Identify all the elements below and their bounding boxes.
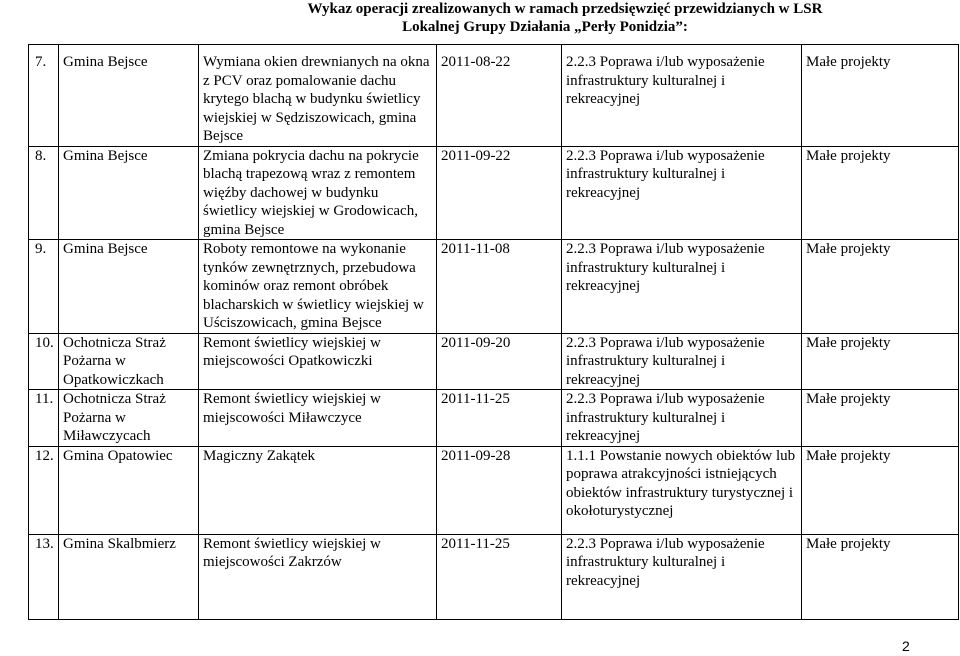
operation-title-cell: Wymiana okien drewnianych na okna z PCV oraz pomalowanie dachu krytego blachą w budynku świetlicy wiejskiej w Sędziszowicach, gmina Bejsce	[199, 45, 437, 147]
measure-cell: 2.2.3 Poprawa i/lub wyposażenie infrastruktury kulturalnej i rekreacyjnej	[562, 146, 802, 240]
operation-title-cell: Magiczny Zakątek	[199, 446, 437, 534]
row-number: 10.	[29, 333, 59, 390]
page-number: 2	[902, 638, 910, 654]
project-type-cell: Małe projekty	[802, 446, 959, 534]
measure-cell: 1.1.1 Powstanie nowych obiektów lub poprawa atrakcyjności istniejących obiektów infrastruktury turystycznej i okołoturystycznej	[562, 446, 802, 534]
operations-table	[28, 44, 959, 620]
table-row	[29, 390, 959, 447]
document-header	[0, 0, 960, 36]
row-number: 7.	[29, 45, 59, 147]
table-row	[29, 446, 959, 534]
operation-title-cell: Roboty remontowe na wykonanie tynków zewnętrznych, przebudowa kominów oraz remont obróbek blacharskich w świetlicy wiejskiej w Uściszowicach, gmina Bejsce	[199, 240, 437, 334]
date-cell: 2011-11-08	[437, 240, 562, 334]
table-row	[29, 146, 959, 240]
measure-cell: 2.2.3 Poprawa i/lub wyposażenie infrastruktury kulturalnej i rekreacyjnej	[562, 240, 802, 334]
date-cell: 2011-11-25	[437, 390, 562, 447]
project-type-cell: Małe projekty	[802, 534, 959, 619]
beneficiary-cell: Gmina Opatowiec	[59, 446, 199, 534]
row-number: 11.	[29, 390, 59, 447]
row-number: 8.	[29, 146, 59, 240]
project-type-cell: Małe projekty	[802, 146, 959, 240]
row-number: 13.	[29, 534, 59, 619]
operation-title-cell: Remont świetlicy wiejskiej w miejscowości Opatkowiczki	[199, 333, 437, 390]
date-cell: 2011-09-22	[437, 146, 562, 240]
measure-cell: 2.2.3 Poprawa i/lub wyposażenie infrastruktury kulturalnej i rekreacyjnej	[562, 333, 802, 390]
date-cell: 2011-11-25	[437, 534, 562, 619]
beneficiary-cell: Ochotnicza Straż Pożarna w Opatkowiczkach	[59, 333, 199, 390]
row-number: 12.	[29, 446, 59, 534]
project-type-cell: Małe projekty	[802, 45, 959, 147]
date-cell: 2011-09-28	[437, 446, 562, 534]
project-type-cell: Małe projekty	[802, 390, 959, 447]
measure-cell: 2.2.3 Poprawa i/lub wyposażenie infrastruktury kulturalnej i rekreacyjnej	[562, 534, 802, 619]
operation-title-cell: Remont świetlicy wiejskiej w miejscowości Miławczyce	[199, 390, 437, 447]
table-row	[29, 240, 959, 334]
operation-title-cell: Remont świetlicy wiejskiej w miejscowości Zakrzów	[199, 534, 437, 619]
date-cell: 2011-08-22	[437, 45, 562, 147]
header-line-2: Lokalnej Grupy Działania „Perły Ponidzia”:	[402, 19, 688, 35]
beneficiary-cell: Gmina Skalbmierz	[59, 534, 199, 619]
row-number: 9.	[29, 240, 59, 334]
operation-title-cell: Zmiana pokrycia dachu na pokrycie blachą trapezową wraz z remontem więźby dachowej w budynku świetlicy wiejskiej w Grodowicach, gmina Bejsce	[199, 146, 437, 240]
measure-cell: 2.2.3 Poprawa i/lub wyposażenie infrastruktury kulturalnej i rekreacyjnej	[562, 45, 802, 147]
project-type-cell: Małe projekty	[802, 333, 959, 390]
table-row	[29, 333, 959, 390]
beneficiary-cell: Gmina Bejsce	[59, 240, 199, 334]
beneficiary-cell: Gmina Bejsce	[59, 146, 199, 240]
measure-cell: 2.2.3 Poprawa i/lub wyposażenie infrastruktury kulturalnej i rekreacyjnej	[562, 390, 802, 447]
beneficiary-cell: Ochotnicza Straż Pożarna w Miławczycach	[59, 390, 199, 447]
date-cell: 2011-09-20	[437, 333, 562, 390]
beneficiary-cell: Gmina Bejsce	[59, 45, 199, 147]
table-row	[29, 534, 959, 619]
table-row	[29, 45, 959, 147]
project-type-cell: Małe projekty	[802, 240, 959, 334]
header-line-1: Wykaz operacji zrealizowanych w ramach przedsięwzięć przewidzianych w LSR	[307, 1, 823, 17]
